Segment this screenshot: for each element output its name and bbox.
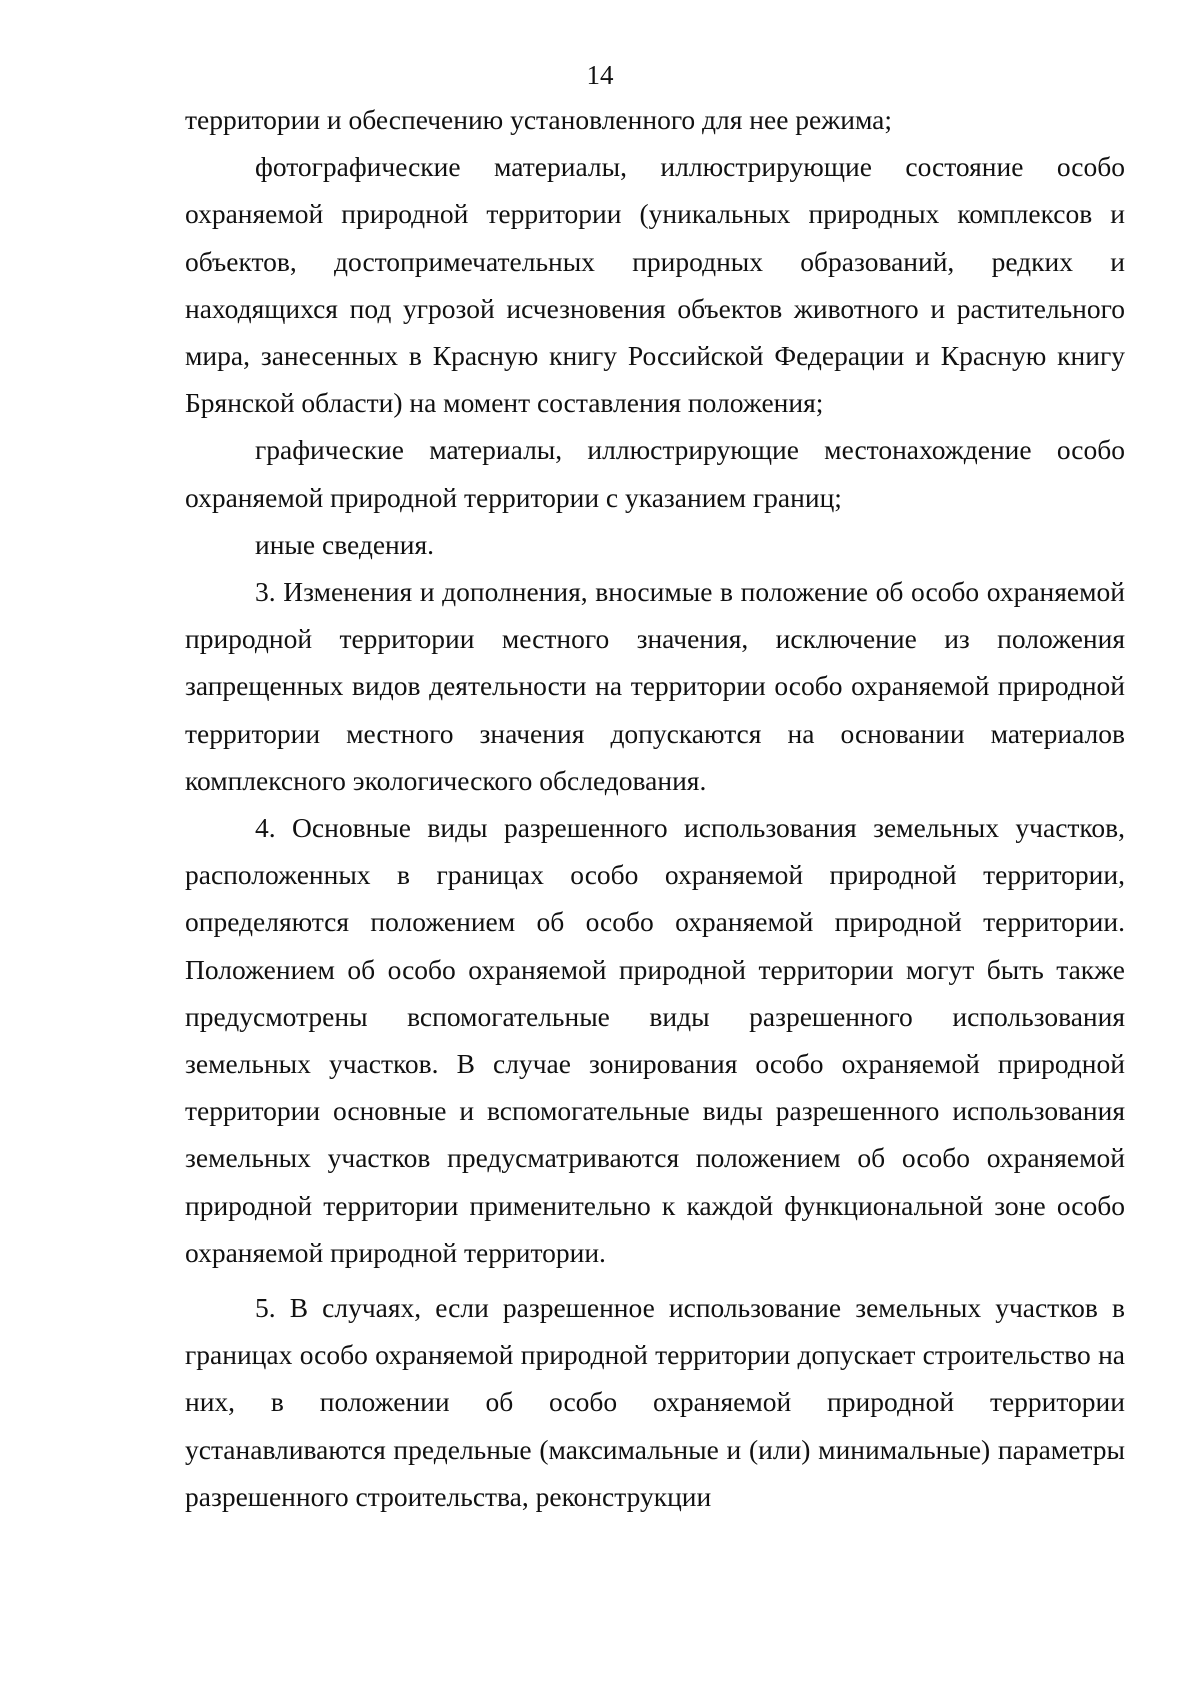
paragraph-item-3: 3. Изменения и дополнения, вносимые в положение об особо охраняемой природной территории местного значения, исключение из положения запрещенных видов деятельности на территории особо охраняемой природной территории местного значения допускаются на основании материалов комплексного экологического обследования. (185, 576, 1125, 796)
paragraph-continuation: территории и обеспечению установленного для нее режима; (185, 104, 893, 135)
paragraph-other-info: иные сведения. (255, 528, 435, 560)
paragraph-item-4: 4. Основные виды разрешенного использования земельных участков, расположенных в границах особо охраняемой природной территории, определяются положением об особо охраняемой природной территории. Положением об особо охраняемой природной территории могут быть также предусмотрены вспомогательные виды разрешенного использования земельных участков. В случае зонирования особо охраняемой природной территории основные и вспомогательные виды разрешенного использования земельных участков предусматриваются положением об особо охраняемой природной территории применительно к каждой функциональной зоне особо охраняемой природной территории. (185, 812, 1125, 1268)
paragraph-photo-materials: фотографические материалы, иллюстрирующие состояние особо охраняемой природной территории (уникальных природных комплексов и объектов, достопримечательных природных образований, редких и находящихся под угрозой исчезновения объектов животного и растительного мира, занесенных в Красную книгу Российской Федерации и Красную книгу Брянской области) на момент составления положения; (185, 151, 1125, 419)
page-number: 14 (586, 60, 614, 90)
paragraph-item-5: 5. В случаях, если разрешенное использование земельных участков в границах особо охраняемой природной территории допускает строительство на них, в положении об особо охраняемой природной территории устанавливаются предельные (максимальные и (или) минимальные) параметры разрешенного строительства, реконструкции (185, 1292, 1125, 1512)
paragraph-gap (185, 1276, 1125, 1284)
paragraph-graphic-materials: графические материалы, иллюстрирующие местонахождение особо охраняемой природной территории с указанием границ; (185, 434, 1125, 513)
document-body (185, 96, 1125, 1520)
